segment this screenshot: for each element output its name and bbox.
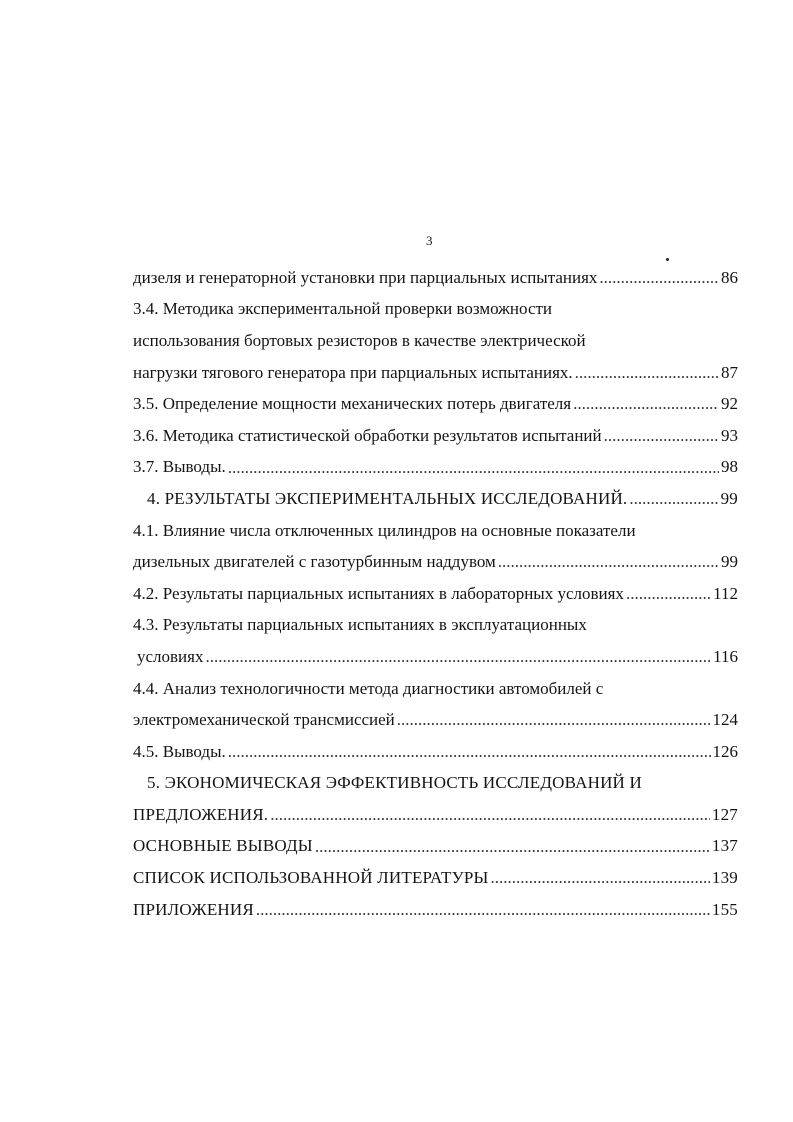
toc-entry-text: нагрузки тягового генератора при парциальных испытаниях. (133, 362, 573, 382)
toc-entry (133, 673, 738, 705)
toc-entry (133, 388, 738, 420)
toc-entry-text: СПИСОК ИСПОЛЬЗОВАННОЙ ЛИТЕРАТУРЫ (133, 868, 489, 888)
toc-entry-page: 116 (713, 646, 738, 666)
toc-entry-text: 4. РЕЗУЛЬТАТЫ ЭКСПЕРИМЕНТАЛЬНЫХ ИССЛЕДОВАНИЙ. (147, 488, 628, 508)
toc-entry-text: 3.6. Методика статистической обработки результатов испытаний (133, 425, 602, 445)
toc-entry-text: дизельных двигателей с газотурбинным наддувом (133, 552, 496, 572)
toc-leader-dots (256, 900, 710, 920)
toc-leader-dots (575, 363, 719, 383)
toc-entry-text: условиях (137, 646, 204, 666)
toc-entry (133, 894, 738, 926)
toc-entry (133, 294, 738, 326)
toc-entry-text: ПРИЛОЖЕНИЯ (133, 899, 254, 919)
toc-leader-dots (228, 742, 711, 762)
page-number: 3 (426, 233, 433, 248)
toc-entry-text: 3.7. Выводы. (133, 457, 226, 477)
toc-entry-page: 112 (713, 583, 738, 603)
scan-speck (666, 258, 669, 261)
toc-entry-page: 155 (711, 899, 738, 919)
toc-entry (133, 799, 738, 831)
table-of-contents (133, 262, 738, 925)
toc-entry (133, 641, 738, 673)
toc-leader-dots (205, 647, 711, 667)
toc-entry-text: 4.1. Влияние числа отключенных цилиндров на основные показатели (133, 520, 636, 540)
toc-entry-text: 3.4. Методика экспериментальной проверки возможности (133, 299, 553, 319)
toc-entry (133, 325, 738, 357)
toc-entry-text: электромеханической трансмиссией (133, 710, 395, 730)
toc-entry-text: 3.5. Определение мощности механических потерь двигателя (133, 394, 572, 414)
toc-entry-page: 124 (712, 710, 738, 730)
toc-leader-dots (397, 710, 711, 730)
toc-entry (133, 515, 738, 547)
toc-entry (133, 452, 738, 484)
toc-entry-page: 127 (711, 804, 738, 824)
toc-entry-text: 4.2. Результаты парциальных испытаниях в лабораторных условиях (133, 583, 624, 603)
toc-entry (133, 546, 738, 578)
toc-entry (133, 736, 738, 768)
toc-entry (133, 578, 738, 610)
toc-entry (133, 610, 738, 642)
toc-leader-dots (629, 489, 718, 509)
toc-entry-page: 86 (721, 267, 738, 287)
toc-entry (133, 768, 738, 800)
toc-leader-dots (491, 868, 710, 888)
toc-entry (133, 357, 738, 389)
toc-entry-page: 92 (721, 394, 738, 414)
toc-entry (133, 483, 738, 515)
toc-leader-dots (599, 268, 719, 288)
toc-entry-page: 98 (721, 457, 738, 477)
toc-entry (133, 704, 738, 736)
toc-entry-page: 87 (721, 362, 738, 382)
toc-leader-dots (573, 394, 719, 414)
toc-leader-dots (270, 805, 710, 825)
toc-leader-dots (228, 458, 719, 478)
toc-entry-page: 126 (712, 741, 738, 761)
toc-entry (133, 262, 738, 294)
toc-entry-text: 4.4. Анализ технологичности метода диагностики автомобилей с (133, 678, 604, 698)
toc-entry-text: 5. ЭКОНОМИЧЕСКАЯ ЭФФЕКТИВНОСТЬ ИССЛЕДОВАНИЙ И (147, 773, 642, 793)
toc-entry-page: 137 (711, 836, 738, 856)
toc-entry-text: использования бортовых резисторов в качестве электрической (133, 330, 586, 350)
toc-entry-text: ПРЕДЛОЖЕНИЯ. (133, 804, 269, 824)
toc-entry-page: 139 (711, 868, 738, 888)
toc-leader-dots (626, 584, 711, 604)
toc-entry-text: 4.3. Результаты парциальных испытаниях в эксплуатационных (133, 615, 587, 635)
toc-entry (133, 862, 738, 894)
toc-leader-dots (498, 552, 719, 572)
toc-entry-page: 99 (721, 552, 738, 572)
toc-entry-text: дизеля и генераторной установки при парциальных испытаниях (133, 267, 598, 287)
toc-entry-page: 99 (720, 488, 738, 508)
toc-entry-text: ОСНОВНЫЕ ВЫВОДЫ (133, 836, 313, 856)
toc-entry-page: 93 (721, 425, 738, 445)
toc-entry (133, 420, 738, 452)
toc-leader-dots (604, 426, 719, 446)
toc-entry (133, 831, 738, 863)
toc-entry-text: 4.5. Выводы. (133, 741, 226, 761)
toc-leader-dots (315, 837, 710, 857)
